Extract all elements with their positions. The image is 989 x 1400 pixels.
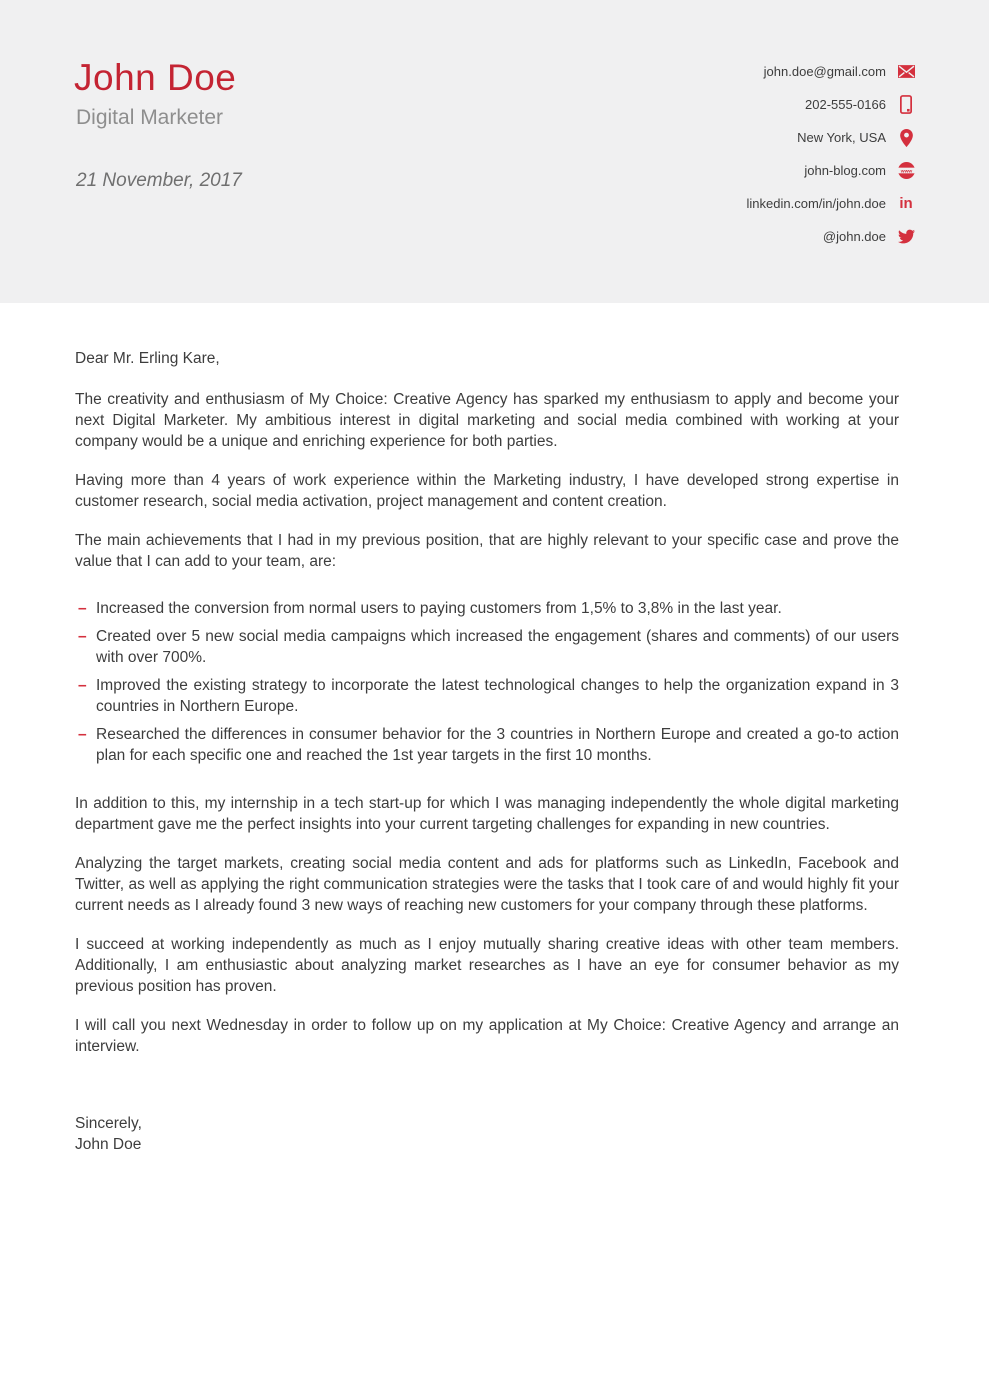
salutation: Dear Mr. Erling Kare, xyxy=(75,350,220,367)
bullet-text: Created over 5 new social media campaigns which increased the engagement (shares and comments) of our users with over 700%. xyxy=(96,628,899,666)
paragraph-body-3: I succeed at working independently as much as I enjoy mutually sharing creative ideas with other team members. Additionally, I am enthusiastic about analyzing market researches as I have an eye for consumer behavior as my previous position has proven. xyxy=(75,936,899,995)
website-icon xyxy=(897,162,915,180)
svg-text:www: www xyxy=(900,169,912,175)
contact-email xyxy=(747,55,915,88)
twitter-icon xyxy=(897,228,915,246)
bullet-dash: – xyxy=(78,600,87,617)
contact-website xyxy=(747,154,915,187)
list-item xyxy=(75,675,899,717)
contact-linkedin xyxy=(747,187,915,220)
contact-phone xyxy=(747,88,915,121)
bullet-text: Improved the existing strategy to incorporate the latest technological changes to help the organization expand in 3 countries in Northern Europe. xyxy=(96,677,899,715)
closing-block xyxy=(75,1113,899,1155)
achievements-list xyxy=(75,598,899,766)
job-title: Digital Marketer xyxy=(76,106,224,129)
list-item xyxy=(75,724,899,766)
bullet-dash: – xyxy=(78,677,87,694)
person-name: John Doe xyxy=(74,57,237,98)
contact-email-value: john.doe@gmail.com xyxy=(763,64,886,79)
contact-location-value: New York, USA xyxy=(797,130,886,145)
paragraph-intro-1: The creativity and enthusiasm of My Choice: Creative Agency has sparked my enthusiasm to apply and become your next Digital Marketer. My ambitious interest in digital marketing and social media combined with working at your company would be a unique and enriching experience for both parties. xyxy=(75,391,899,450)
contact-linkedin-value: linkedin.com/in/john.doe xyxy=(746,196,886,211)
letter-body xyxy=(75,348,899,1155)
paragraph-body-4: I will call you next Wednesday in order to follow up on my application at My Choice: Creative Agency and arrange an interview. xyxy=(75,1017,899,1055)
contact-website-value: john-blog.com xyxy=(804,163,886,178)
closing-salutation: Sincerely, xyxy=(75,1115,142,1132)
contact-phone-value: 202-555-0166 xyxy=(805,97,886,112)
contact-list xyxy=(747,55,915,253)
paragraph-intro-2: Having more than 4 years of work experience within the Marketing industry, I have developed strong expertise in customer research, social media activation, project management and content creation. xyxy=(75,472,899,510)
contact-twitter-value: @john.doe xyxy=(822,229,886,244)
location-icon xyxy=(897,129,915,147)
list-item xyxy=(75,626,899,668)
bullet-text: Increased the conversion from normal users to paying customers from 1,5% to 3,8% in the last year. xyxy=(96,600,782,617)
bullet-text: Researched the differences in consumer behavior for the 3 countries in Northern Europe and created a go-to action plan for each specific one and reached the 1st year targets in the first 10 months. xyxy=(96,726,899,764)
paragraph-intro-3: The main achievements that I had in my previous position, that are highly relevant to your specific case and prove the value that I can add to your team, are: xyxy=(75,532,899,570)
letter-header xyxy=(0,0,989,303)
linkedin-icon: in xyxy=(899,195,913,212)
signature-name: John Doe xyxy=(75,1136,142,1153)
bullet-dash: – xyxy=(78,726,87,743)
email-icon xyxy=(897,63,915,81)
paragraph-body-1: In addition to this, my internship in a tech start-up for which I was managing independently the whole digital marketing department gave me the perfect insights into your current targeting challenges for expanding in new countries. xyxy=(75,795,899,833)
list-item xyxy=(75,598,899,619)
contact-location xyxy=(747,121,915,154)
contact-twitter xyxy=(747,220,915,253)
bullet-dash: – xyxy=(78,628,87,645)
letter-date: 21 November, 2017 xyxy=(76,170,242,191)
paragraph-body-2: Analyzing the target markets, creating social media content and ads for platforms such as LinkedIn, Facebook and Twitter, as well as applying the right communication strategies were the tasks that I took care of and would highly fit your current needs as I already found 3 new ways of reaching new customers for your company through these platforms. xyxy=(75,855,899,914)
phone-icon xyxy=(897,96,915,114)
